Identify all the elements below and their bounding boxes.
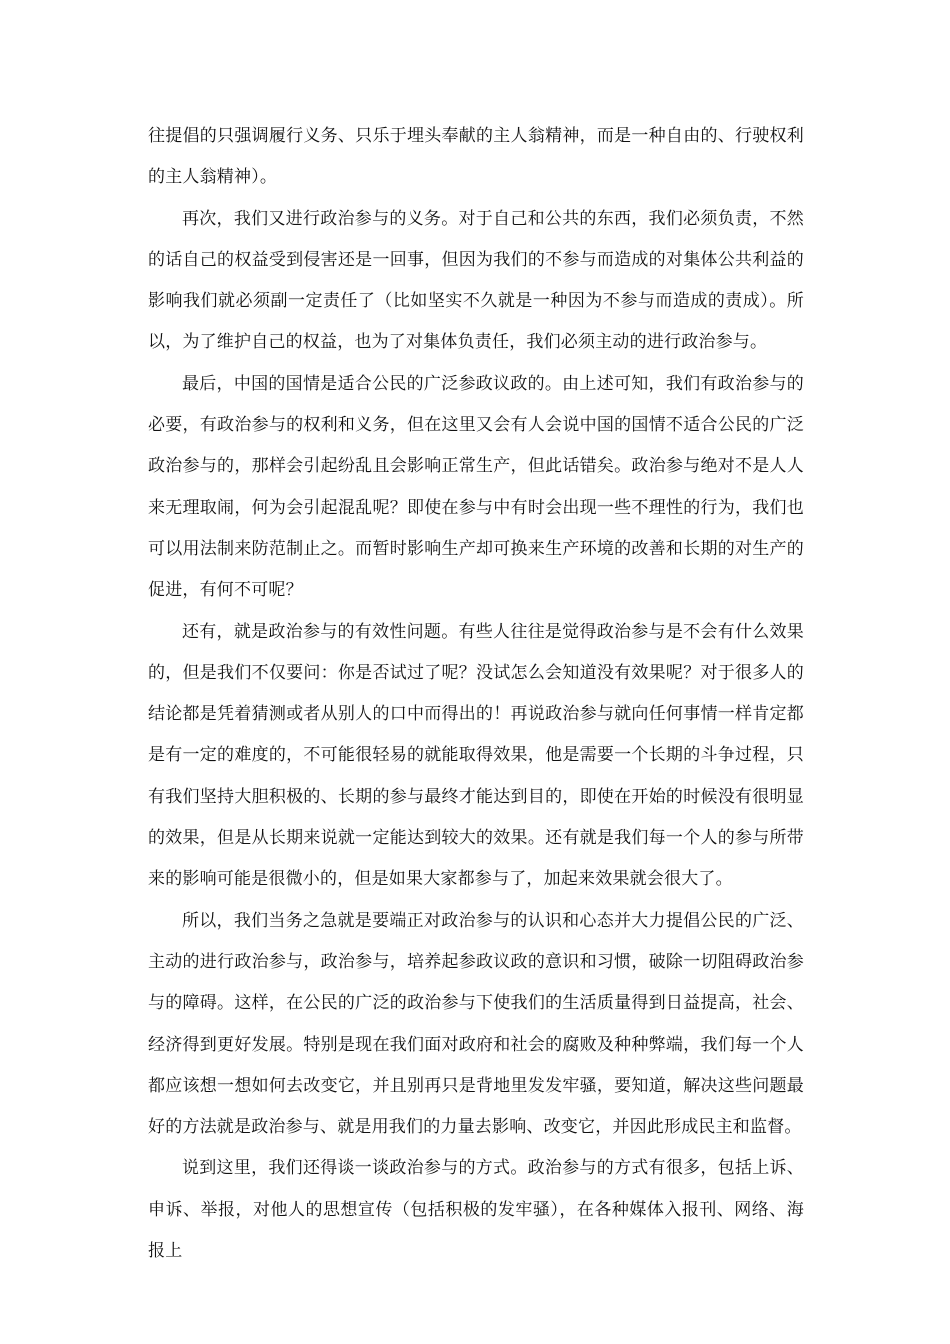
paragraph-obligation: 再次，我们又进行政治参与的义务。对于自己和公共的东西，我们必须负责，不然的话自己的权益受到侵害还是一回事，但因为我们的不参与而造成的对集体公共利益的影响我们就必须副一定责任了（比如坚实不久就是一种因为不参与而造成的责成）。所以，为了维护自己的权益，也为了对集体负责任，我们必须主动的进行政治参与。 <box>148 208 804 353</box>
paragraph-urgent-task: 所以，我们当务之急就是要端正对政治参与的认识和心态并大力提倡公民的广泛、主动的进行政治参与，政治参与，培养起参政议政的意识和习惯，破除一切阻碍政治参与的障碍。这样，在公民的广泛的政治参与下使我们的生活质量得到日益提高，社会、经济得到更好发展。特别是现在我们面对政府和社会的腐败及种种弊端，我们每一个人都应该想一想如何去改变它，并且别再只是背地里发发牢骚，要知道，解决这些问题最好的方法就是政治参与、就是用我们的力量去影响、改变它，并因此形成民主和监督。 <box>148 910 804 1138</box>
document-body <box>148 116 804 1272</box>
paragraph-continuation: 往提倡的只强调履行义务、只乐于埋头奉献的主人翁精神，而是一种自由的、行驶权利的主人翁精神）。 <box>148 126 804 188</box>
paragraph-national-conditions: 最后，中国的国情是适合公民的广泛参政议政的。由上述可知，我们有政治参与的必要，有政治参与的权利和义务，但在这里又会有人会说中国的国情不适合公民的广泛政治参与的，那样会引起纷乱且会影响正常生产，但此话错矣。政治参与绝对不是人人来无理取闹，何为会引起混乱呢？即使在参与中有时会出现一些不理性的行为，我们也可以用法制来防范制止之。而暂时影响生产却可换来生产环境的改善和长期的对生产的促进，有何不可呢？ <box>148 373 804 601</box>
paragraph-effectiveness: 还有，就是政治参与的有效性问题。有些人往往是觉得政治参与是不会有什么效果的，但是我们不仅要问：你是否试过了呢？没试怎么会知道没有效果呢？对于很多人的结论都是凭着猜测或者从别人的口中而得出的！再说政治参与就向任何事情一样肯定都是有一定的难度的，不可能很轻易的就能取得效果，他是需要一个长期的斗争过程，只有我们坚持大胆积极的、长期的参与最终才能达到目的，即使在开始的时候没有很明显的效果，但是从长期来说就一定能达到较大的效果。还有就是我们每一个人的参与所带来的影响可能是很微小的，但是如果大家都参与了，加起来效果就会很大了。 <box>148 621 804 890</box>
paragraph-participation-methods: 说到这里，我们还得谈一谈政治参与的方式。政治参与的方式有很多，包括上诉、申诉、举报，对他人的思想宣传（包括积极的发牢骚），在各种媒体入报刊、网络、海报上 <box>148 1158 804 1262</box>
